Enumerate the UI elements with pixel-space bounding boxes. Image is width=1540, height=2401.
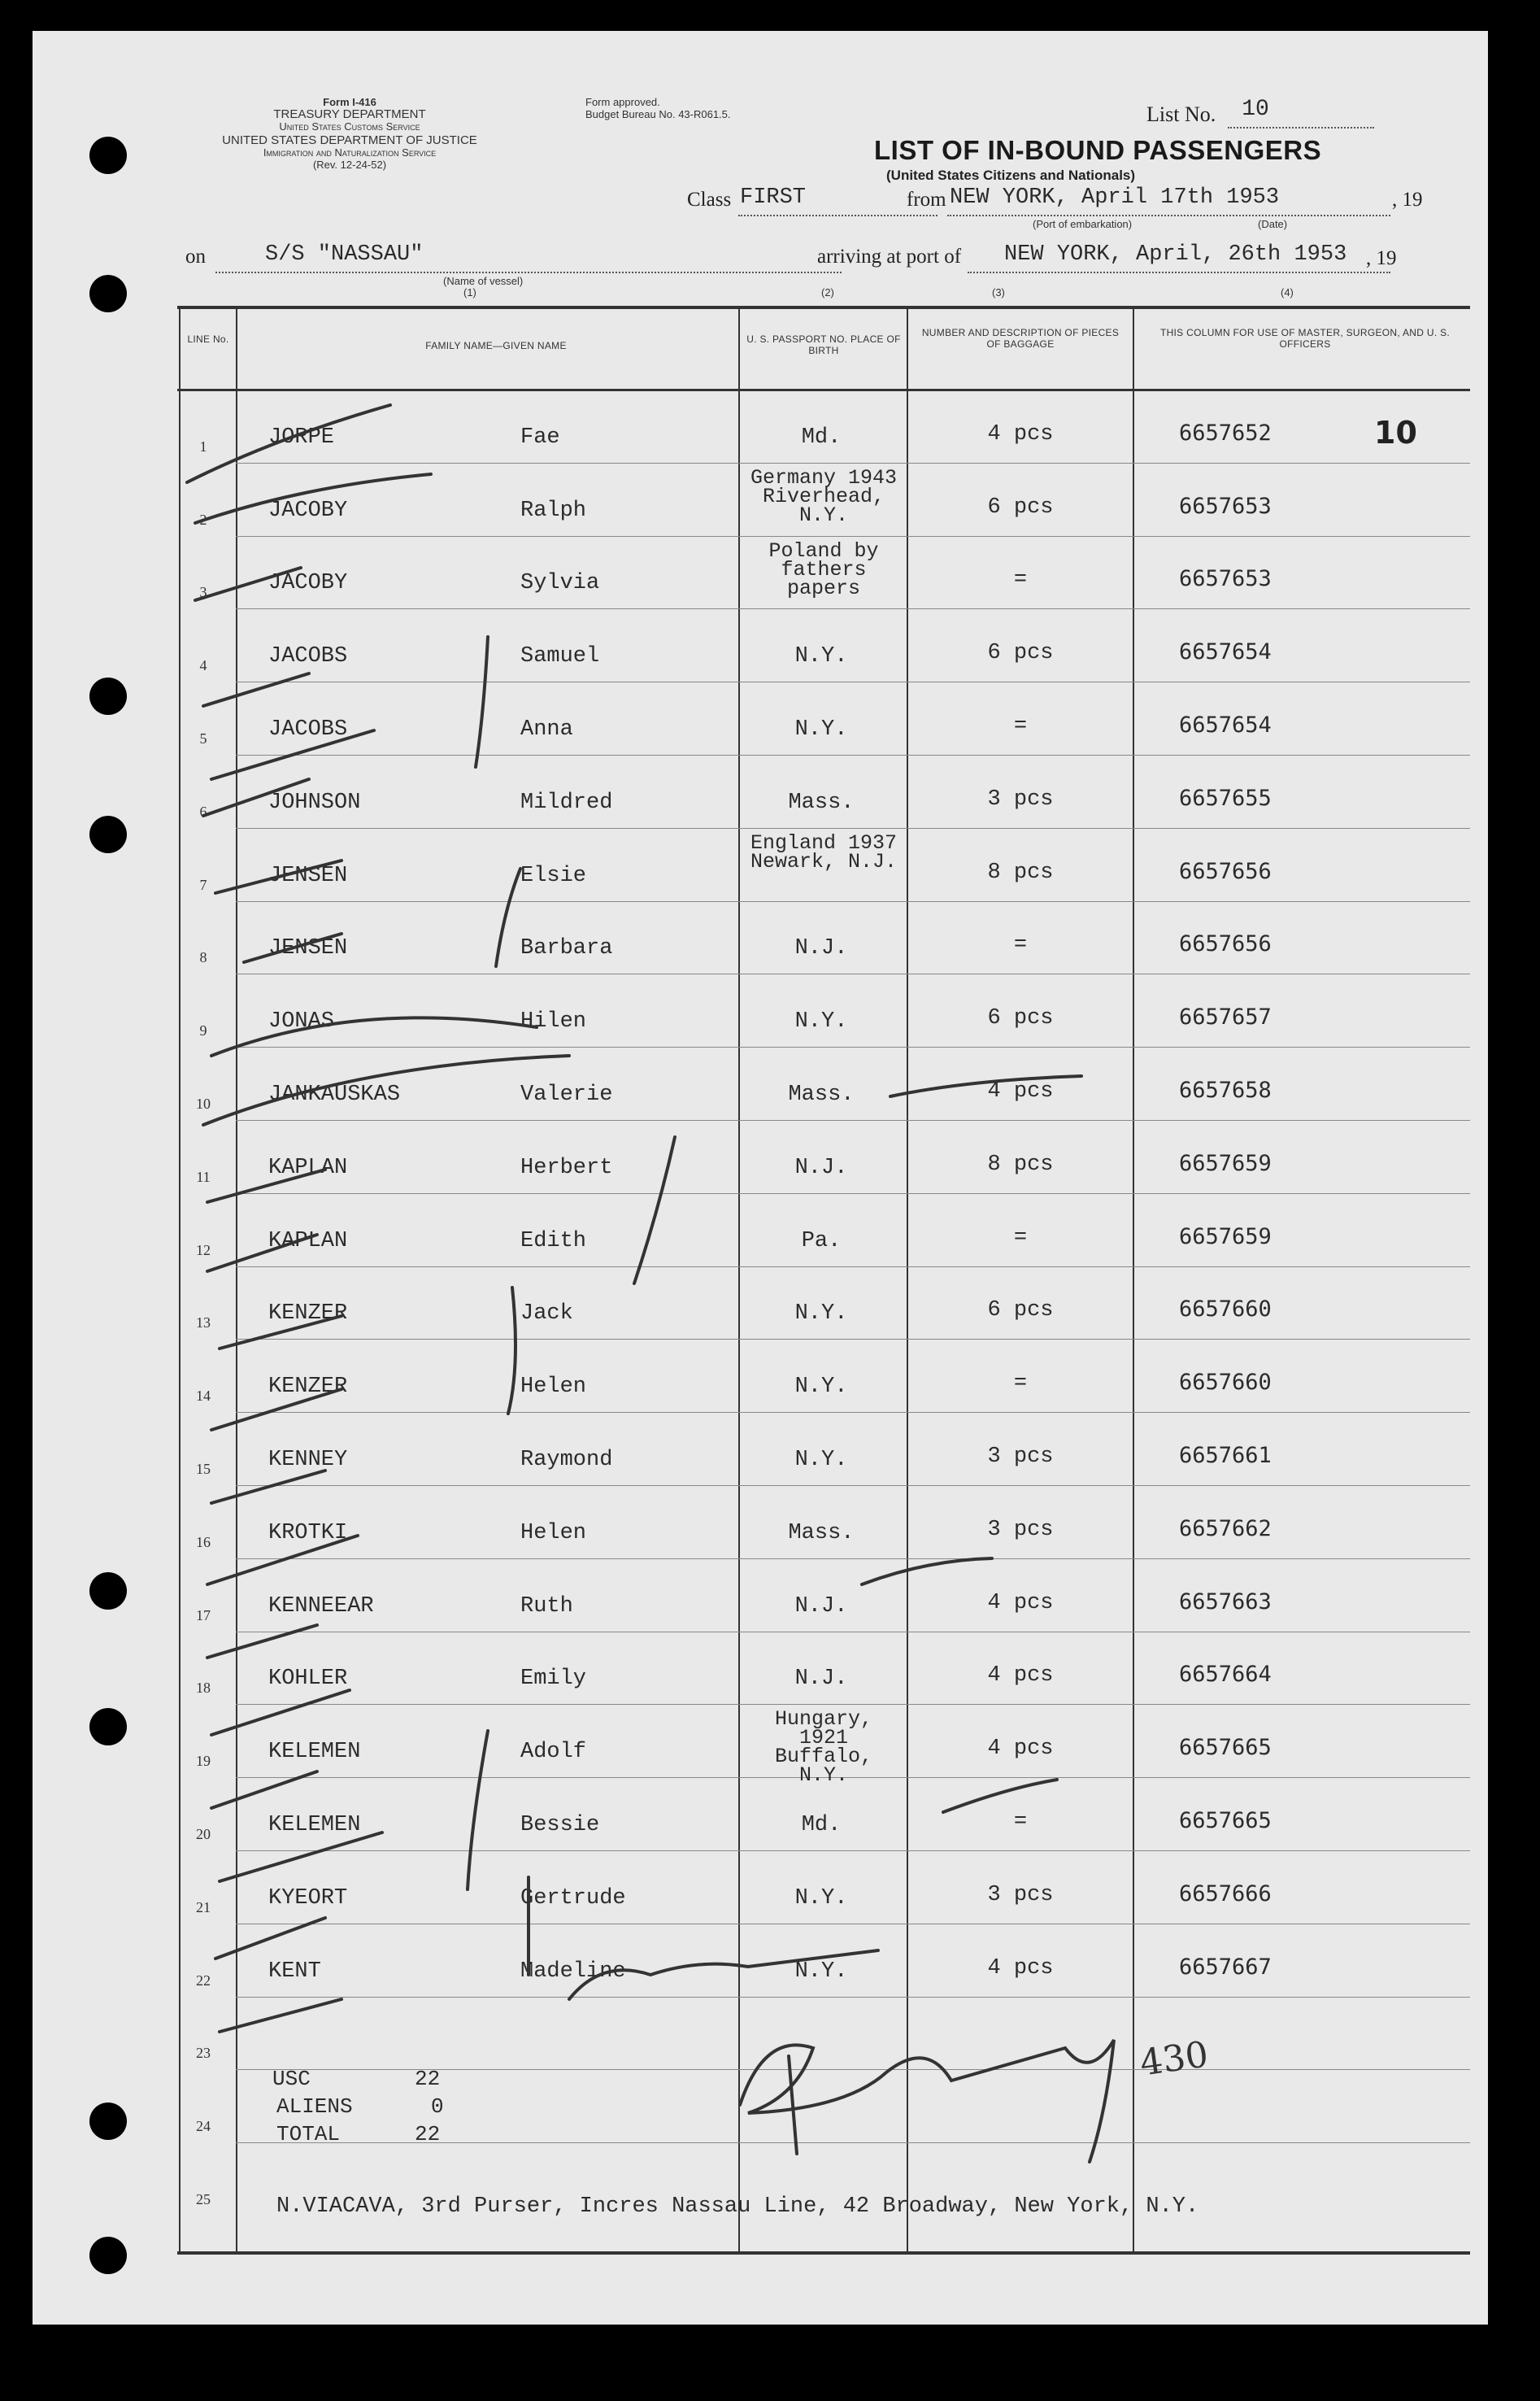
officer-number: 6657658 — [1179, 1078, 1272, 1103]
baggage: 8 pcs — [987, 860, 1054, 885]
line-number: 9 — [199, 1022, 207, 1039]
place-of-birth: N.Y. — [794, 1009, 848, 1035]
place-of-birth: Germany 1943 Riverhead, N.Y. — [750, 465, 898, 527]
officer-number: 6657652 — [1179, 420, 1272, 446]
line-number: 10 — [196, 1096, 211, 1112]
officer-number: 6657660 — [1179, 1296, 1272, 1323]
officer-number: 6657653 — [1179, 566, 1272, 592]
family-name: JONAS — [268, 1009, 335, 1035]
manifest-page — [33, 31, 1488, 2325]
place-of-birth: N.Y. — [794, 1448, 848, 1472]
caption-3: (3) — [992, 286, 1005, 298]
officer-number: 6657663 — [1179, 1588, 1272, 1614]
line-number: 1 — [199, 438, 207, 455]
line-number: 5 — [199, 730, 207, 747]
officer-number: 6657656 — [1179, 858, 1272, 884]
baggage: 3 pcs — [987, 1445, 1054, 1469]
total-value: 22 — [415, 2122, 441, 2146]
officer-number: 6657667 — [1179, 1954, 1272, 1980]
form-number: Form I-416 — [323, 96, 376, 108]
col-baggage-header: NUMBER AND DESCRIPTION OF PIECES OF BAGGAGE — [921, 327, 1120, 350]
baggage: 4 pcs — [987, 1079, 1054, 1104]
given-name: Bessie — [520, 1813, 600, 1837]
handwritten-list-mark: 10 — [1374, 415, 1417, 451]
officer-number: 6657665 — [1179, 1735, 1272, 1761]
officer-number: 6657660 — [1179, 1370, 1272, 1396]
place-of-birth: Mass. — [788, 1083, 855, 1107]
line-number: 17 — [196, 1606, 211, 1623]
family-name: JANKAUSKAS — [268, 1083, 401, 1107]
baggage: = — [1013, 933, 1028, 958]
col-name-header: FAMILY NAME—GIVEN NAME — [425, 340, 567, 351]
list-no-value: 10 — [1242, 97, 1269, 122]
on-label: on — [185, 246, 206, 268]
place-of-birth: N.Y. — [794, 717, 848, 742]
aliens-value: 0 — [431, 2094, 444, 2119]
given-name: Jack — [520, 1301, 573, 1327]
caption-4: (4) — [1281, 286, 1294, 298]
given-name: Barbara — [520, 936, 613, 961]
given-name: Mildred — [520, 790, 613, 815]
given-name: Helen — [520, 1375, 587, 1400]
family-name: KYEORT — [268, 1885, 348, 1911]
place-of-birth: N.Y. — [794, 1301, 848, 1327]
family-name: JENSEN — [268, 863, 348, 888]
family-name: KROTKI — [268, 1520, 348, 1545]
arriving-label: arriving at port of — [817, 246, 962, 268]
family-name: KAPLAN — [268, 1155, 348, 1180]
place-of-birth: Pa. — [801, 1228, 842, 1253]
officer-number: 6657665 — [1179, 1808, 1272, 1833]
budget-bureau: Budget Bureau No. 43-R061.5. — [585, 108, 731, 120]
given-name: Samuel — [520, 644, 600, 669]
place-of-birth: Mass. — [788, 790, 855, 815]
from-label: from — [907, 189, 946, 211]
line-number: 6 — [199, 803, 207, 820]
pen-marks — [33, 31, 1488, 2325]
officer-number: 6657664 — [1179, 1662, 1272, 1688]
line-number: 16 — [196, 1533, 211, 1550]
baggage: = — [1013, 714, 1028, 739]
customs-label: United States Customs Service — [279, 120, 420, 133]
officer-number: 6657654 — [1179, 712, 1272, 738]
given-name: Herbert — [520, 1155, 613, 1180]
class-label: Class — [687, 189, 732, 211]
form-approved: Form approved. — [585, 96, 660, 108]
col-line-header: LINE No. — [187, 333, 229, 345]
officer-number: 6657662 — [1179, 1515, 1272, 1541]
class-value: FIRST — [740, 185, 807, 210]
family-name: JACOBS — [268, 717, 348, 742]
place-of-birth: N.J. — [794, 1593, 848, 1619]
baggage: 6 pcs — [987, 1298, 1054, 1323]
place-of-birth: N.J. — [794, 1667, 848, 1692]
baggage: 6 pcs — [987, 641, 1054, 666]
caption-2: (2) — [821, 286, 834, 298]
officer-number: 6657659 — [1179, 1223, 1272, 1249]
family-name: KENZER — [268, 1301, 348, 1327]
line-number: 7 — [199, 876, 207, 893]
given-name: Gertrude — [520, 1885, 626, 1911]
col-officers-header: THIS COLUMN FOR USE OF MASTER, SURGEON, AND U. S. OFFICERS — [1159, 327, 1451, 350]
officer-number: 6657655 — [1179, 785, 1272, 811]
port-caption: (Port of embarkation) — [1033, 218, 1133, 230]
given-name: Adolf — [520, 1740, 587, 1765]
place-of-birth: Mass. — [788, 1520, 855, 1545]
officer-number: 6657654 — [1179, 639, 1272, 665]
family-name: KAPLAN — [268, 1228, 348, 1253]
line-number: 3 — [199, 584, 207, 601]
line-number: 13 — [196, 1314, 211, 1331]
given-name: Elsie — [520, 863, 587, 888]
line-number: 23 — [196, 2045, 211, 2062]
given-name: Emily — [520, 1667, 587, 1692]
line-number: 18 — [196, 1680, 211, 1697]
family-name: KENT — [268, 1959, 321, 1984]
family-name: KELEMEN — [268, 1813, 361, 1837]
officer-number: 6657666 — [1179, 1880, 1272, 1906]
line-number: 19 — [196, 1753, 211, 1770]
place-of-birth: Md. — [801, 1813, 842, 1837]
baggage: 4 pcs — [987, 1590, 1054, 1615]
line-number: 20 — [196, 1826, 211, 1842]
line-number: 8 — [199, 949, 207, 966]
given-name: Anna — [520, 717, 573, 742]
place-of-birth: N.J. — [794, 936, 848, 961]
family-name: KOHLER — [268, 1667, 348, 1692]
baggage: 4 pcs — [987, 1663, 1054, 1689]
vessel-name: S/S "NASSAU" — [265, 242, 424, 267]
family-name: KENNEY — [268, 1448, 348, 1472]
place-of-birth: N.Y. — [794, 644, 848, 669]
baggage: = — [1013, 568, 1028, 593]
baggage: 8 pcs — [987, 1152, 1054, 1177]
purser-line: N.VIACAVA, 3rd Purser, Incres Nassau Line, 42 Broadway, New York, N.Y. — [276, 2194, 1199, 2219]
place-of-birth: Hungary, 1921 Buffalo, N.Y. — [774, 1707, 873, 1788]
handwritten-time: 430 — [1137, 2033, 1212, 2085]
baggage: = — [1013, 1225, 1028, 1250]
date-caption: (Date) — [1258, 218, 1288, 230]
officer-number: 6657659 — [1179, 1150, 1272, 1176]
page-subtitle: (United States Citizens and Nationals) — [886, 168, 1136, 183]
officer-number: 6657656 — [1179, 931, 1272, 957]
given-name: Fae — [520, 425, 560, 450]
family-name: JACOBY — [268, 571, 348, 596]
arriving-value: NEW YORK, April, 26th 1953 — [1004, 242, 1347, 267]
given-name: Raymond — [520, 1448, 613, 1472]
baggage: = — [1013, 1810, 1028, 1834]
place-of-birth: N.Y. — [794, 1885, 848, 1911]
officer-number: 6657661 — [1179, 1443, 1272, 1468]
place-of-birth: N.J. — [794, 1155, 848, 1180]
list-no-label: List No. — [1146, 102, 1216, 126]
line-number: 24 — [196, 2118, 211, 2135]
line-number: 2 — [199, 511, 207, 528]
year-suffix-2: , 19 — [1366, 247, 1397, 269]
from-value: NEW YORK, April 17th 1953 — [950, 185, 1280, 210]
line-number: 25 — [196, 2191, 211, 2207]
line-number: 21 — [196, 1898, 211, 1915]
line-number: 11 — [196, 1168, 211, 1185]
baggage: 4 pcs — [987, 1736, 1054, 1762]
line-number: 22 — [196, 1972, 211, 1989]
place-of-birth: N.Y. — [794, 1375, 848, 1400]
family-name: JACOBS — [268, 644, 348, 669]
caption-1: (1) — [463, 286, 476, 298]
year-suffix: , 19 — [1392, 189, 1423, 211]
line-number: 12 — [196, 1241, 211, 1258]
page-title: LIST OF IN-BOUND PASSENGERS — [874, 135, 1322, 165]
baggage: 3 pcs — [987, 1517, 1054, 1542]
place-of-birth: Md. — [801, 425, 842, 450]
total-label: TOTAL — [276, 2122, 341, 2146]
given-name: Ralph — [520, 498, 587, 523]
baggage: 4 pcs — [987, 1955, 1054, 1980]
baggage: = — [1013, 1371, 1028, 1397]
family-name: KENNEEAR — [268, 1593, 374, 1619]
line-number: 14 — [196, 1388, 211, 1405]
family-name: JENSEN — [268, 936, 348, 961]
officer-number: 6657657 — [1179, 1004, 1272, 1031]
justice-label: UNITED STATES DEPARTMENT OF JUSTICE — [222, 133, 477, 147]
ins-label: Immigration and Naturalization Service — [263, 146, 437, 159]
family-name: JACOBY — [268, 498, 348, 523]
rev-label: (Rev. 12-24-52) — [312, 159, 387, 171]
given-name: Sylvia — [520, 571, 600, 596]
vessel-caption: (Name of vessel) — [443, 275, 524, 287]
baggage: 6 pcs — [987, 495, 1054, 520]
family-name: JOHNSON — [268, 790, 361, 815]
baggage: 3 pcs — [987, 787, 1054, 812]
family-name: KELEMEN — [268, 1740, 361, 1765]
given-name: Madeline — [520, 1959, 626, 1984]
place-of-birth: Poland by fathers papers — [768, 538, 879, 600]
given-name: Helen — [520, 1520, 587, 1545]
col-passport-header: U. S. PASSPORT NO. PLACE OF BIRTH — [746, 333, 901, 356]
usc-value: 22 — [415, 2067, 441, 2091]
given-name: Edith — [520, 1228, 587, 1253]
officer-number: 6657653 — [1179, 493, 1272, 519]
usc-label: USC — [272, 2067, 311, 2091]
baggage: 4 pcs — [987, 421, 1054, 447]
line-number: 4 — [199, 657, 207, 674]
given-name: Ruth — [520, 1593, 573, 1619]
family-name: JORPE — [268, 425, 335, 450]
family-name: KENZER — [268, 1375, 348, 1400]
aliens-label: ALIENS — [276, 2094, 353, 2119]
place-of-birth: England 1937 Newark, N.J. — [750, 830, 898, 874]
place-of-birth: N.Y. — [794, 1959, 848, 1984]
treasury-label: TREASURY DEPARTMENT — [273, 107, 426, 121]
baggage: 3 pcs — [987, 1882, 1054, 1907]
line-number: 15 — [196, 1461, 211, 1477]
given-name: Valerie — [520, 1083, 613, 1107]
baggage: 6 pcs — [987, 1006, 1054, 1031]
given-name: Hilen — [520, 1009, 587, 1035]
